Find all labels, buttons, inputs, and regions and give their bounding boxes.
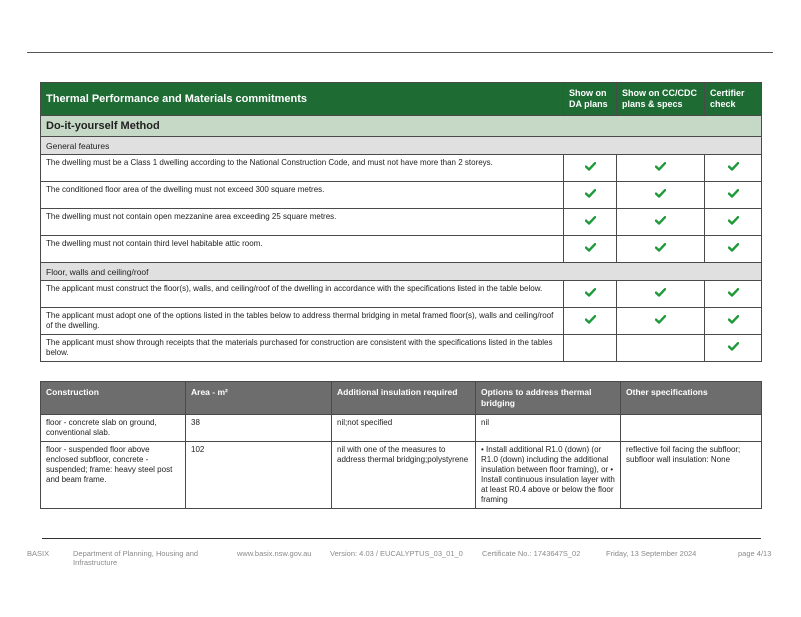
commitment-text: The dwelling must be a Class 1 dwelling according to the National Construction Code, and must not have more than 2 storeys. — [41, 155, 564, 182]
checkmark-icon — [585, 216, 596, 225]
checkmark-icon — [585, 315, 596, 324]
cc-check-cell — [617, 335, 705, 362]
footer-date: Friday, 13 September 2024 — [606, 549, 697, 558]
col-thermal-bridging: Options to address thermal bridging — [476, 382, 621, 415]
commitment-row — [41, 182, 762, 209]
bottom-divider — [42, 538, 761, 539]
area-cell: 102 — [186, 442, 332, 509]
bridging-cell: nil — [476, 415, 621, 442]
da-check-cell — [564, 281, 617, 308]
checkmark-icon — [728, 216, 739, 225]
cert-check-cell — [705, 236, 762, 263]
footer-website: www.basix.nsw.gov.au — [237, 549, 312, 558]
commitment-text: The conditioned floor area of the dwelling must not exceed 300 square metres. — [41, 182, 564, 209]
construction-header-row — [41, 382, 762, 415]
checkmark-icon — [728, 315, 739, 324]
commitment-text: The applicant must adopt one of the options listed in the tables below to address thermal bridging in metal framed floor(s), walls and ceiling/roof of the dwelling. — [41, 308, 564, 335]
construction-table — [40, 381, 762, 509]
checkmark-icon — [655, 288, 666, 297]
footer-program: BASIX — [27, 549, 50, 558]
commitment-row — [41, 209, 762, 236]
col-construction: Construction — [41, 382, 186, 415]
commitment-row — [41, 155, 762, 182]
footer-version: Version: 4.03 / EUCALYPTUS_03_01_0 — [330, 549, 463, 558]
col-cc-plans: Show on CC/CDC plans & specs — [617, 83, 705, 116]
table-row — [41, 442, 762, 509]
checkmark-icon — [728, 342, 739, 351]
section-title-general: General features — [41, 137, 762, 155]
cert-check-cell — [705, 335, 762, 362]
cc-check-cell — [617, 182, 705, 209]
other-specs-cell — [621, 415, 762, 442]
cert-check-cell — [705, 209, 762, 236]
cc-check-cell — [617, 281, 705, 308]
footer-page-number: page 4/13 — [738, 549, 772, 558]
other-specs-cell: reflective foil facing the subfloor; subfloor wall insulation: None — [621, 442, 762, 509]
insulation-cell: nil with one of the measures to address thermal bridging;polystyrene — [332, 442, 476, 509]
cert-check-cell — [705, 281, 762, 308]
da-check-cell — [564, 335, 617, 362]
checkmark-icon — [585, 162, 596, 171]
thermal-commitments-table — [40, 82, 762, 362]
checkmark-icon — [728, 189, 739, 198]
da-check-cell — [564, 209, 617, 236]
commitments-header-row — [41, 83, 762, 116]
cert-check-cell — [705, 182, 762, 209]
commitments-title: Thermal Performance and Materials commitments — [41, 83, 564, 116]
col-area: Area - m² — [186, 382, 332, 415]
checkmark-icon — [728, 162, 739, 171]
cc-check-cell — [617, 155, 705, 182]
da-check-cell — [564, 308, 617, 335]
checkmark-icon — [655, 216, 666, 225]
footer-certificate: Certificate No.: 1743647S_02 — [482, 549, 581, 558]
da-check-cell — [564, 236, 617, 263]
commitment-text: The dwelling must not contain third level habitable attic room. — [41, 236, 564, 263]
table-row — [41, 415, 762, 442]
da-check-cell — [564, 182, 617, 209]
checkmark-icon — [655, 189, 666, 198]
cc-check-cell — [617, 236, 705, 263]
col-additional-insulation: Additional insulation required — [332, 382, 476, 415]
da-check-cell — [564, 155, 617, 182]
checkmark-icon — [655, 315, 666, 324]
area-cell: 38 — [186, 415, 332, 442]
commitment-row — [41, 236, 762, 263]
insulation-cell: nil;not specified — [332, 415, 476, 442]
checkmark-icon — [585, 243, 596, 252]
cert-check-cell — [705, 155, 762, 182]
commitment-row — [41, 281, 762, 308]
col-other-specs: Other specifications — [621, 382, 762, 415]
method-title: Do-it-yourself Method — [41, 116, 762, 137]
commitment-row — [41, 335, 762, 362]
cc-check-cell — [617, 308, 705, 335]
checkmark-icon — [585, 189, 596, 198]
footer-department: Department of Planning, Housing and Infrastructure — [73, 549, 199, 567]
checkmark-icon — [728, 243, 739, 252]
checkmark-icon — [655, 162, 666, 171]
col-da-plans: Show on DA plans — [564, 83, 617, 116]
commitment-text: The dwelling must not contain open mezzanine area exceeding 25 square metres. — [41, 209, 564, 236]
section-title-floor-walls: Floor, walls and ceiling/roof — [41, 263, 762, 281]
commitment-text: The applicant must construct the floor(s), walls, and ceiling/roof of the dwelling in accordance with the specifications listed in the table below. — [41, 281, 564, 308]
construction-cell: floor - suspended floor above enclosed subfloor, concrete - suspended; frame: heavy steel post and beam frame. — [41, 442, 186, 509]
checkmark-icon — [728, 288, 739, 297]
col-certifier: Certifier check — [705, 83, 762, 116]
cc-check-cell — [617, 209, 705, 236]
checkmark-icon — [585, 288, 596, 297]
checkmark-icon — [655, 243, 666, 252]
commitment-text: The applicant must show through receipts that the materials purchased for construction are consistent with the specifications listed in the tables below. — [41, 335, 564, 362]
cert-check-cell — [705, 308, 762, 335]
commitment-row — [41, 308, 762, 335]
bridging-cell: • Install additional R1.0 (down) (or R1.0 (down) including the additional insulation between floor framing), or • Install continuous insulation layer with at least R0.4 above or below the floor framing — [476, 442, 621, 509]
top-divider — [27, 52, 773, 53]
construction-cell: floor - concrete slab on ground, conventional slab. — [41, 415, 186, 442]
